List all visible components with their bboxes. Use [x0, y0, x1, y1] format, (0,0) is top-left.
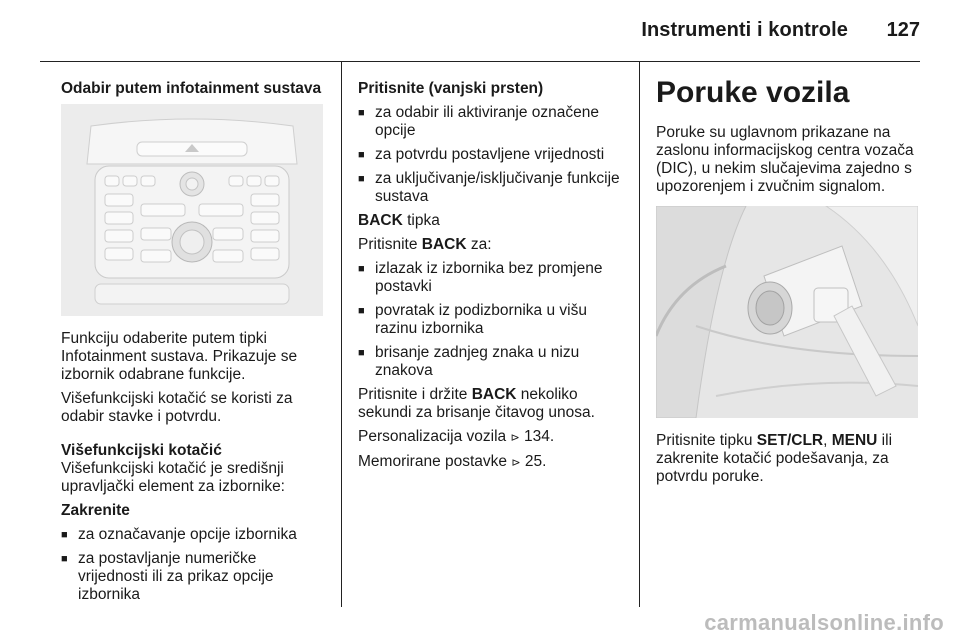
hold-prefix: Pritisnite i držite — [358, 386, 472, 403]
key-set-clr: SET/CLR — [756, 432, 824, 449]
back-key-label: BACK — [358, 212, 403, 229]
press-back-prefix: Pritisnite — [358, 236, 422, 253]
list-item: ■ za odabir ili aktiviranje označene opcije — [358, 104, 626, 140]
label-turn: Zakrenite — [61, 502, 130, 519]
press-suffix: ili zakrenite kotačić podešavanja, za potvrdu poruke. — [656, 432, 893, 485]
press-prefix: Pritisnite tipku — [656, 432, 757, 449]
right-column — [656, 76, 946, 492]
page-ref-icon: ⊳ — [511, 457, 521, 469]
hold-back-paragraph — [358, 386, 626, 422]
infotainment-panel-illustration — [61, 104, 323, 316]
footer-watermark-url: carmanualsonline.info — [704, 610, 944, 635]
hold-suffix: nekoliko sekundi za brisanje čitavog unosa. — [358, 386, 595, 421]
section-heading-press: Pritisnite (vanjski prsten) — [358, 80, 544, 97]
list-item: ■ za označavanje opcije izbornika — [61, 526, 329, 544]
key-menu: MENU — [831, 432, 878, 449]
back-key-label: BACK — [471, 386, 517, 403]
list-item: ■ za uključivanje/isključivanje funkcije sustava — [358, 170, 626, 206]
back-list — [358, 260, 626, 380]
column-divider-2 — [639, 62, 640, 607]
back-key-line — [358, 212, 626, 230]
section-title-vehicle-messages: Poruke vozila — [656, 76, 850, 109]
paragraph-messages: Poruke su uglavnom prikazane na zaslonu informacijskog centra vozača (DIC), u nekim slučajevima zajedno s upozorenjem i zvučnim signalom. — [656, 124, 914, 195]
list-item: ■ izlazak iz izbornika bez promjene postavki — [358, 260, 626, 296]
memory-ref — [358, 453, 626, 472]
list-item: ■ brisanje zadnjeg znaka u nizu znakova — [358, 344, 626, 380]
paragraph-infotainment: Funkciju odaberite putem tipki Infotainment sustava. Prikazuje se izbornik odabrane funkcije. — [61, 330, 298, 383]
press-list — [358, 104, 626, 206]
turn-list — [61, 526, 329, 604]
header-rule — [40, 61, 920, 62]
section-heading: Odabir putem infotainment sustava — [61, 80, 322, 97]
paragraph-wheel-use: Višefunkcijski kotačić se koristi za odabir stavke i potvrdu. — [61, 390, 293, 425]
steering-stalk-illustration — [656, 206, 918, 418]
left-column — [61, 80, 329, 610]
back-key-label: BACK — [421, 236, 467, 253]
memory-page[interactable]: 25. — [524, 453, 547, 470]
middle-column — [358, 80, 626, 478]
list-item: ■ povratak iz podizbornika u višu razinu izbornika — [358, 302, 626, 338]
list-item: ■ za potvrdu postavljene vrijednosti — [358, 146, 626, 164]
page-number: 127 — [886, 19, 920, 41]
column-divider-1 — [341, 62, 342, 607]
back-key-suffix: tipka — [402, 212, 440, 229]
paragraph-wheel-desc: Višefunkcijski kotačić je središnji upravljački element za izbornike: — [61, 460, 285, 495]
personalization-ref — [358, 428, 626, 447]
subheading-wheel: Višefunkcijski kotačić — [61, 442, 222, 459]
key-separator: , — [823, 432, 832, 449]
paragraph-confirm — [656, 432, 918, 486]
personalization-page[interactable]: 134. — [524, 428, 555, 445]
page-ref-icon: ⊳ — [510, 432, 520, 444]
memory-text: Memorirane postavke — [358, 453, 508, 470]
press-back-line — [358, 236, 626, 254]
page-header-title: Instrumenti i kontrole — [641, 19, 848, 41]
press-back-suffix: za: — [466, 236, 492, 253]
list-item: ■ za postavljanje numeričke vrijednosti ili za prikaz opcije izbornika — [61, 550, 329, 604]
personalization-text: Personalizacija vozila — [358, 428, 507, 445]
